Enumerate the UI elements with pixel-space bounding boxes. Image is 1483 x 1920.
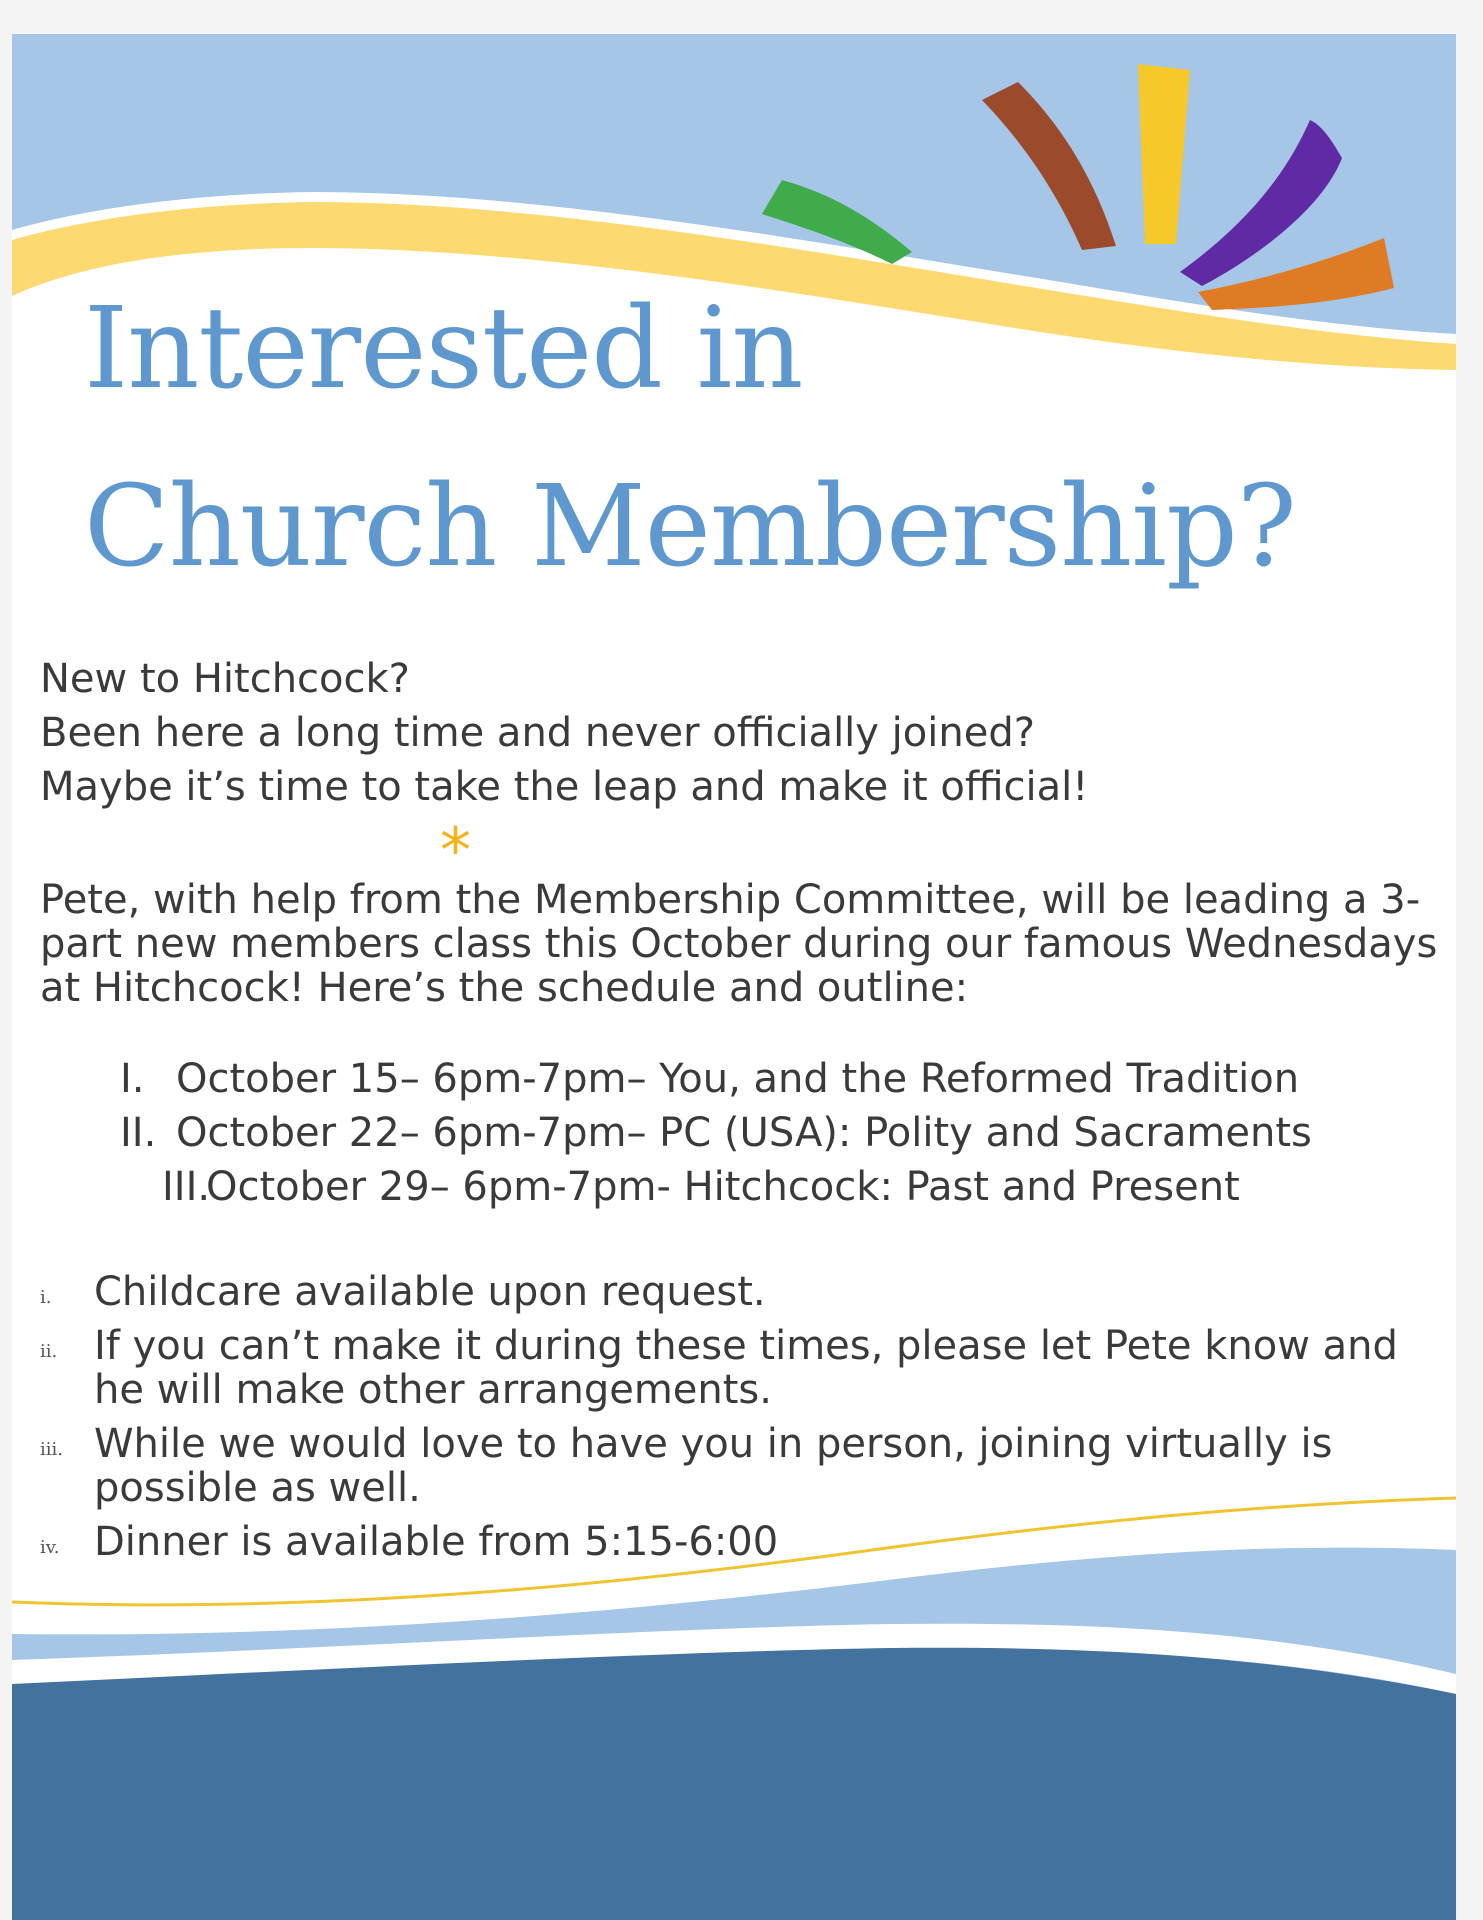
schedule-item — [12, 1106, 1456, 1160]
intro-line: Maybe it’s time to take the leap and make it official! — [40, 764, 1089, 810]
notes-list — [40, 1270, 1420, 1574]
note-item — [40, 1324, 1420, 1412]
note-marker: i. — [40, 1287, 52, 1308]
note-item — [40, 1270, 1420, 1314]
note-marker: ii. — [40, 1341, 58, 1362]
note-marker: iii. — [40, 1439, 63, 1460]
note-text: Childcare available upon request. — [94, 1269, 766, 1315]
schedule-text: October 22– 6pm-7pm– PC (USA): Polity and Sacraments — [176, 1110, 1312, 1156]
title-line-2: Church Membership? — [84, 462, 1296, 592]
schedule-text: October 15– 6pm-7pm– You, and the Reformed Tradition — [176, 1056, 1300, 1102]
intro-line: Been here a long time and never officially joined? — [40, 710, 1035, 756]
asterisk-star-icon: * — [440, 814, 471, 887]
schedule-number: I. — [120, 1056, 145, 1102]
note-item — [40, 1422, 1420, 1510]
schedule-item — [12, 1052, 1456, 1106]
schedule-item — [12, 1160, 1456, 1214]
note-item — [40, 1520, 1420, 1564]
note-text: While we would love to have you in person, joining virtually is possible as well. — [94, 1421, 1333, 1511]
class-description: Pete, with help from the Membership Committee, will be leading a 3-part new members class this October during our famous Wednesdays at Hitchcock! Here’s the schedule and outline: — [40, 877, 1438, 1011]
bottom-navy-band — [12, 1648, 1456, 1920]
intro-lines — [40, 652, 1088, 814]
note-text: If you can’t make it during these times, please let Pete know and he will make other arrangements. — [94, 1323, 1398, 1413]
intro-line: New to Hitchcock? — [40, 656, 410, 702]
schedule-text: October 29– 6pm-7pm- Hitchcock: Past and Present — [206, 1164, 1240, 1210]
schedule-list — [12, 1052, 1456, 1214]
schedule-number: II. — [120, 1110, 157, 1156]
title-line-1: Interested in — [84, 284, 803, 414]
note-text: Dinner is available from 5:15-6:00 — [94, 1519, 779, 1565]
flyer — [12, 34, 1456, 1920]
note-marker: iv. — [40, 1537, 60, 1558]
schedule-number: III. — [162, 1164, 211, 1210]
